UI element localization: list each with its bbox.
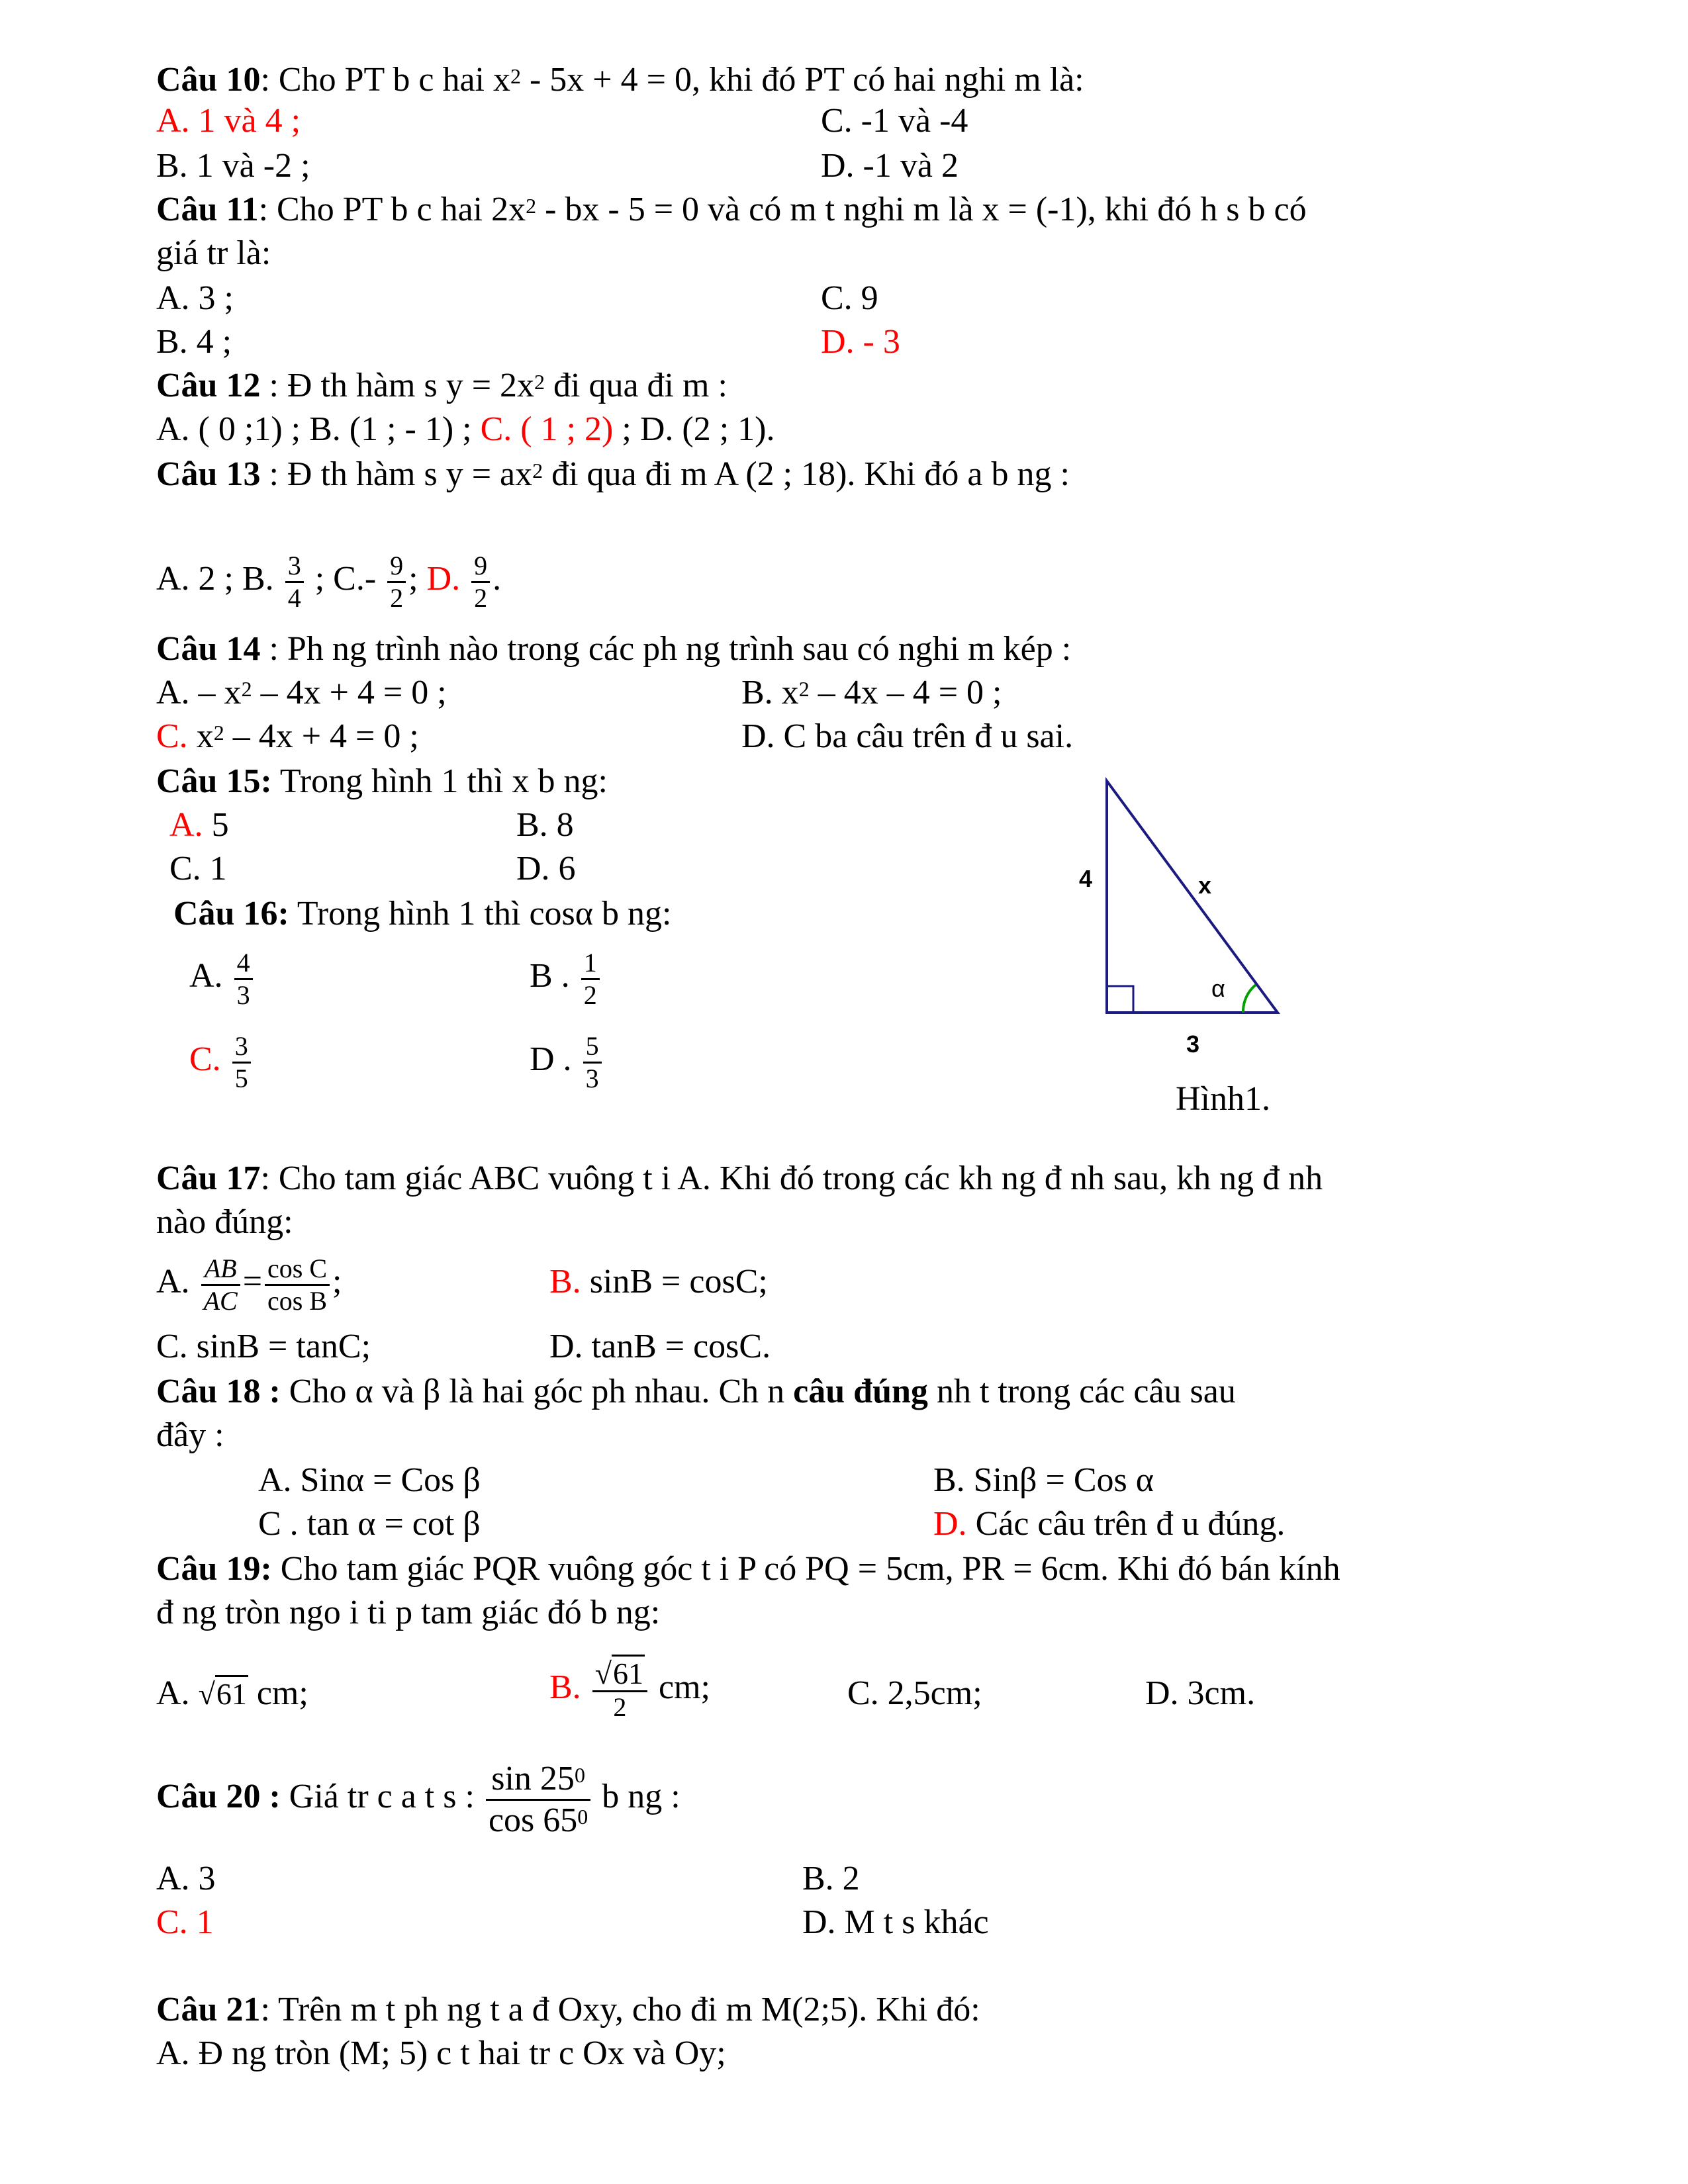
q12-option-c: C. ( 1 ; 2) (480, 410, 614, 448)
q19-option-b: B. $\frac{√61}{2}$ cm; (549, 1648, 710, 1727)
angle-arc (1243, 985, 1256, 1013)
q10-option-b: B. 1 và -2 ; (156, 147, 310, 185)
q19-title: Câu 19: (156, 1550, 272, 1588)
q13-fraction-d: $\frac{9}{2}$ (471, 551, 490, 614)
q12-options: A. ( 0 ;1) ; B. (1 ; - 1) ; C. ( 1 ; 2) ; D. (2 ; 1). (156, 410, 775, 448)
right-angle-marker (1107, 986, 1133, 1013)
triangle-shape (1107, 781, 1278, 1013)
q10-stem: Câu 10: Cho PT b c hai $x^2 - 5x + 4 = 0$, khi đó PT có hai nghi m là: (156, 61, 1084, 99)
q13-fraction-b: $\frac{3}{4}$ (285, 551, 304, 614)
q18-option-b: B. Sinβ = Cos α (933, 1461, 1154, 1499)
q18-stem: Câu 18 : Cho α và β là hai góc ph nhau. Ch n câu đúng nh t trong các câu sau (156, 1373, 1236, 1410)
q11-option-d: D. - 3 (821, 323, 900, 361)
q14-option-a: A. – $x^2 - 4x + 4 = 0$ ; (156, 674, 447, 711)
side-hypotenuse-label: x (1198, 872, 1212, 899)
q21-option-a: A. Đ ng tròn (M; 5) c t hai tr c Ox và Oy; (156, 2034, 726, 2072)
q20-title: Câu 20 : (156, 1778, 281, 1815)
q15-option-b: B. 8 (516, 806, 574, 844)
q16-fraction-d: $\frac{5}{3}$ (583, 1031, 602, 1094)
q17-option-b: B. sinB = cosC; (549, 1263, 768, 1300)
q13-fraction-c: $\frac{9}{2}$ (387, 551, 406, 614)
side-bottom-label: 3 (1186, 1030, 1200, 1058)
q11-stem: Câu 11: Cho PT b c hai $2x^2$ - bx - 5 = 0 và có m t nghi m là x = (-1), khi đó h s b có (156, 191, 1307, 228)
q17-fraction-cos: $\frac{\text{cos C}}{\text{cos B}}$ (265, 1253, 330, 1316)
q20-option-c: C. 1 (156, 1903, 214, 1941)
q16-fraction-b: $\frac{1}{2}$ (581, 948, 600, 1011)
q10-title: Câu 10 (156, 61, 261, 99)
q12-stem: Câu 12 : Đ th hàm s $y = 2x^2$ đi qua đi m : (156, 367, 727, 404)
q20-fraction: $\frac{\sin 25^0}{\cos 65^0}$ (486, 1759, 590, 1841)
q16-option-a: A. $\frac{4}{3}$ (189, 940, 256, 1013)
q13-stem: Câu 13 : Đ th hàm s $y = ax^2$ đi qua đi m A (2 ; 18). Khi đó a b ng : (156, 455, 1070, 493)
q15-option-a: A. 5 (169, 806, 229, 844)
q18-option-d: D. Các câu trên đ u đúng. (933, 1505, 1286, 1543)
q11-title: Câu 11 (156, 191, 259, 228)
q21-title: Câu 21 (156, 1991, 261, 2028)
q14-title: Câu 14 (156, 630, 261, 668)
q19-fraction-b: $\frac{√61}{2}$ (592, 1659, 647, 1723)
q16-stem: Câu 16: Trong hình 1 thì cosα b ng: (173, 895, 672, 933)
q11-option-a: A. 3 ; (156, 279, 234, 317)
q17-fraction-ab: $\frac{AB}{AC}$ (201, 1253, 240, 1316)
q17-title: Câu 17 (156, 1160, 261, 1197)
q11-option-b: B. 4 ; (156, 323, 232, 361)
q13-option-d-label: D. (426, 560, 461, 598)
q10-option-c: C. -1 và -4 (821, 102, 968, 140)
q13-title: Câu 13 (156, 455, 261, 493)
q19-option-d: D. 3cm. (1145, 1674, 1256, 1712)
q11-option-c: C. 9 (821, 279, 878, 317)
q20-option-a: A. 3 (156, 1860, 216, 1897)
q21-stem: Câu 21: Trên m t ph ng t a đ Oxy, cho đi m M(2;5). Khi đó: (156, 1991, 980, 2028)
q16-option-b: B . $\frac{1}{2}$ (530, 940, 602, 1013)
q12-title: Câu 12 (156, 367, 261, 404)
q16-option-d: D . $\frac{5}{3}$ (530, 1023, 604, 1096)
q20-option-b: B. 2 (802, 1860, 860, 1897)
q10-option-a: A. 1 và 4 ; (156, 102, 301, 140)
q14-option-b: B. $x^2 - 4x - 4 = 0$ ; (741, 674, 1002, 711)
q16-fraction-c: $\frac{3}{5}$ (232, 1031, 251, 1094)
q15-option-d: D. 6 (516, 850, 576, 887)
q19-option-a: A. √61 cm; (156, 1673, 308, 1715)
q17-option-a: A. $\frac{AB}{AC}$ = $\frac{\text{cos C}}{\text{cos B}}$ ; (156, 1253, 342, 1316)
q20-stem: Câu 20 : Giá tr c a t s : $\frac{\sin 25^0}{\cos 65^0}$ b ng : (156, 1759, 680, 1839)
q19-stem: Câu 19: Cho tam giác PQR vuông góc t i P có PQ = 5cm, PR = 6cm. Khi đó bán kính (156, 1550, 1340, 1588)
q14-option-c: C. $x^2 - 4x + 4 = 0$ ; (156, 717, 419, 755)
q17-stem: Câu 17: Cho tam giác ABC vuông t i A. Khi đó trong các kh ng đ nh sau, kh ng đ nh (156, 1160, 1323, 1197)
q17-option-c: C. sinB = tanC; (156, 1328, 371, 1365)
q15-stem: Câu 15: Trong hình 1 thì x b ng: (156, 762, 608, 800)
q16-option-c: C. $\frac{3}{5}$ (189, 1023, 254, 1096)
q17-option-d: D. tanB = cosC. (549, 1328, 771, 1365)
angle-label: α (1211, 975, 1225, 1002)
sqrt-61: √61 (199, 1674, 248, 1715)
q18-option-c: C . tan α = cot β (258, 1505, 481, 1543)
q13-options: A. 2 ; B. $\frac{3}{4}$ ; C.- $\frac{9}{2}$ ; D. $\frac{9}{2}$ . (156, 550, 502, 613)
q15-title: Câu 15: (156, 762, 272, 800)
q17-stem-line2: nào đúng: (156, 1203, 293, 1241)
q14-stem: Câu 14 : Ph ng trình nào trong các ph ng trình sau có nghi m kép : (156, 630, 1072, 668)
q10-option-d: D. -1 và 2 (821, 147, 959, 185)
q15-option-c: C. 1 (169, 850, 227, 887)
q20-option-d: D. M t s khác (802, 1903, 989, 1941)
q11-stem-line2: giá tr là: (156, 234, 271, 272)
triangle-figure (1079, 768, 1324, 1072)
q16-fraction-a: $\frac{4}{3}$ (234, 948, 253, 1011)
side-left-label: 4 (1079, 865, 1093, 892)
q19-option-c: C. 2,5cm; (847, 1674, 982, 1712)
q19-stem-line2: đ ng tròn ngo i ti p tam giác đó b ng: (156, 1594, 661, 1631)
q14-option-d: D. C ba câu trên đ u sai. (741, 717, 1074, 755)
q16-title: Câu 16: (173, 895, 289, 933)
q18-stem-line2: đây : (156, 1416, 224, 1454)
q18-title: Câu 18 : (156, 1373, 281, 1410)
q18-option-a: A. Sinα = Cos β (258, 1461, 481, 1499)
figure-caption: Hình1. (1176, 1080, 1270, 1118)
